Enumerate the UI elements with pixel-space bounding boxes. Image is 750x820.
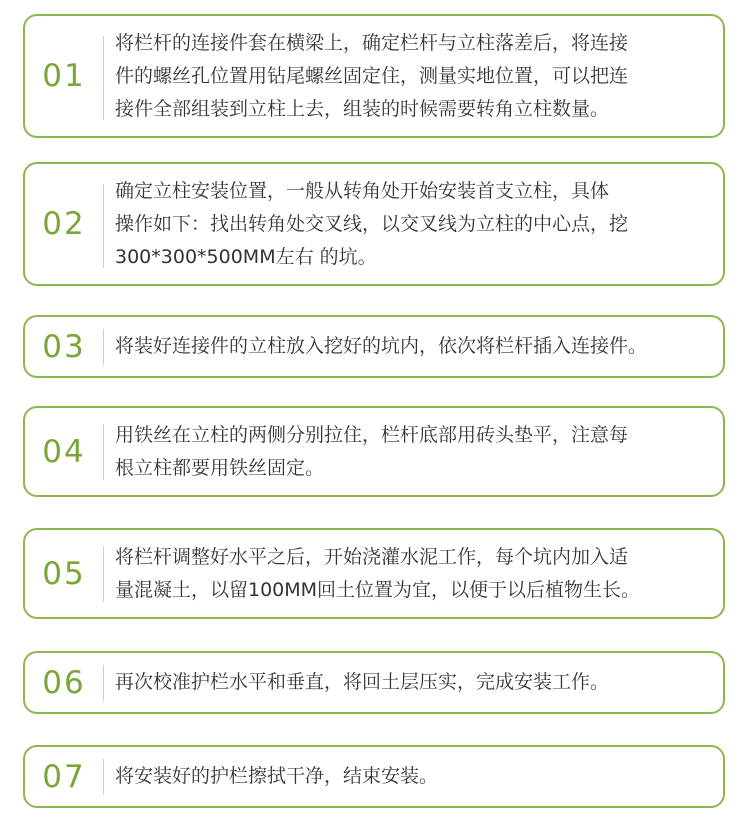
step-number: 05 (42, 555, 86, 592)
step-text: 再次校准护栏水平和垂直，将回土层压实，完成安装工作。 (115, 671, 610, 693)
step-text: 将栏杆调整好水平之后，开始浇灌水泥工作，每个坑内加入适 量混凝土，以留100MM回土位置为宜，以便于以后植物生长。 (115, 545, 641, 601)
step-number: 06 (42, 664, 86, 701)
divider (103, 36, 104, 120)
step-number: 04 (42, 433, 86, 470)
step-text: 将安装好的护栏擦拭干净，结束安装。 (115, 765, 439, 787)
divider (103, 329, 104, 365)
step-card-2 (23, 162, 725, 286)
step-card-4 (23, 406, 725, 497)
step-number: 01 (42, 58, 86, 94)
step-number: 02 (42, 206, 86, 242)
step-text: 确定立柱安装位置，一般从转角处开始安装首支立柱，具体 操作如下：找出转角处交叉线，以交叉线为立柱的中心点，挖 300*300*500MM左右 的坑。 (115, 179, 629, 268)
divider (103, 546, 104, 602)
divider (103, 665, 104, 701)
divider (103, 759, 104, 795)
step-card-3 (23, 315, 725, 378)
step-text: 将栏杆的连接件套在横梁上，确定栏杆与立柱落差后，将连接 件的螺丝孔位置用钻尾螺丝固定住，测量实地位置，可以把连 接件全部组装到立柱上去，组装的时候需要转角立柱数量。 (115, 31, 629, 120)
divider (103, 424, 104, 480)
step-card-6 (23, 651, 725, 714)
step-number: 07 (42, 758, 86, 795)
step-number: 03 (42, 328, 86, 365)
step-text: 用铁丝在立柱的两侧分别拉住，栏杆底部用砖头垫平，注意每 根立柱都要用铁丝固定。 (115, 423, 629, 479)
step-card-5 (23, 528, 725, 619)
step-text: 将装好连接件的立柱放入挖好的坑内，依次将栏杆插入连接件。 (115, 335, 648, 357)
step-card-1 (23, 14, 725, 138)
divider (103, 184, 104, 268)
step-card-7 (23, 745, 725, 808)
